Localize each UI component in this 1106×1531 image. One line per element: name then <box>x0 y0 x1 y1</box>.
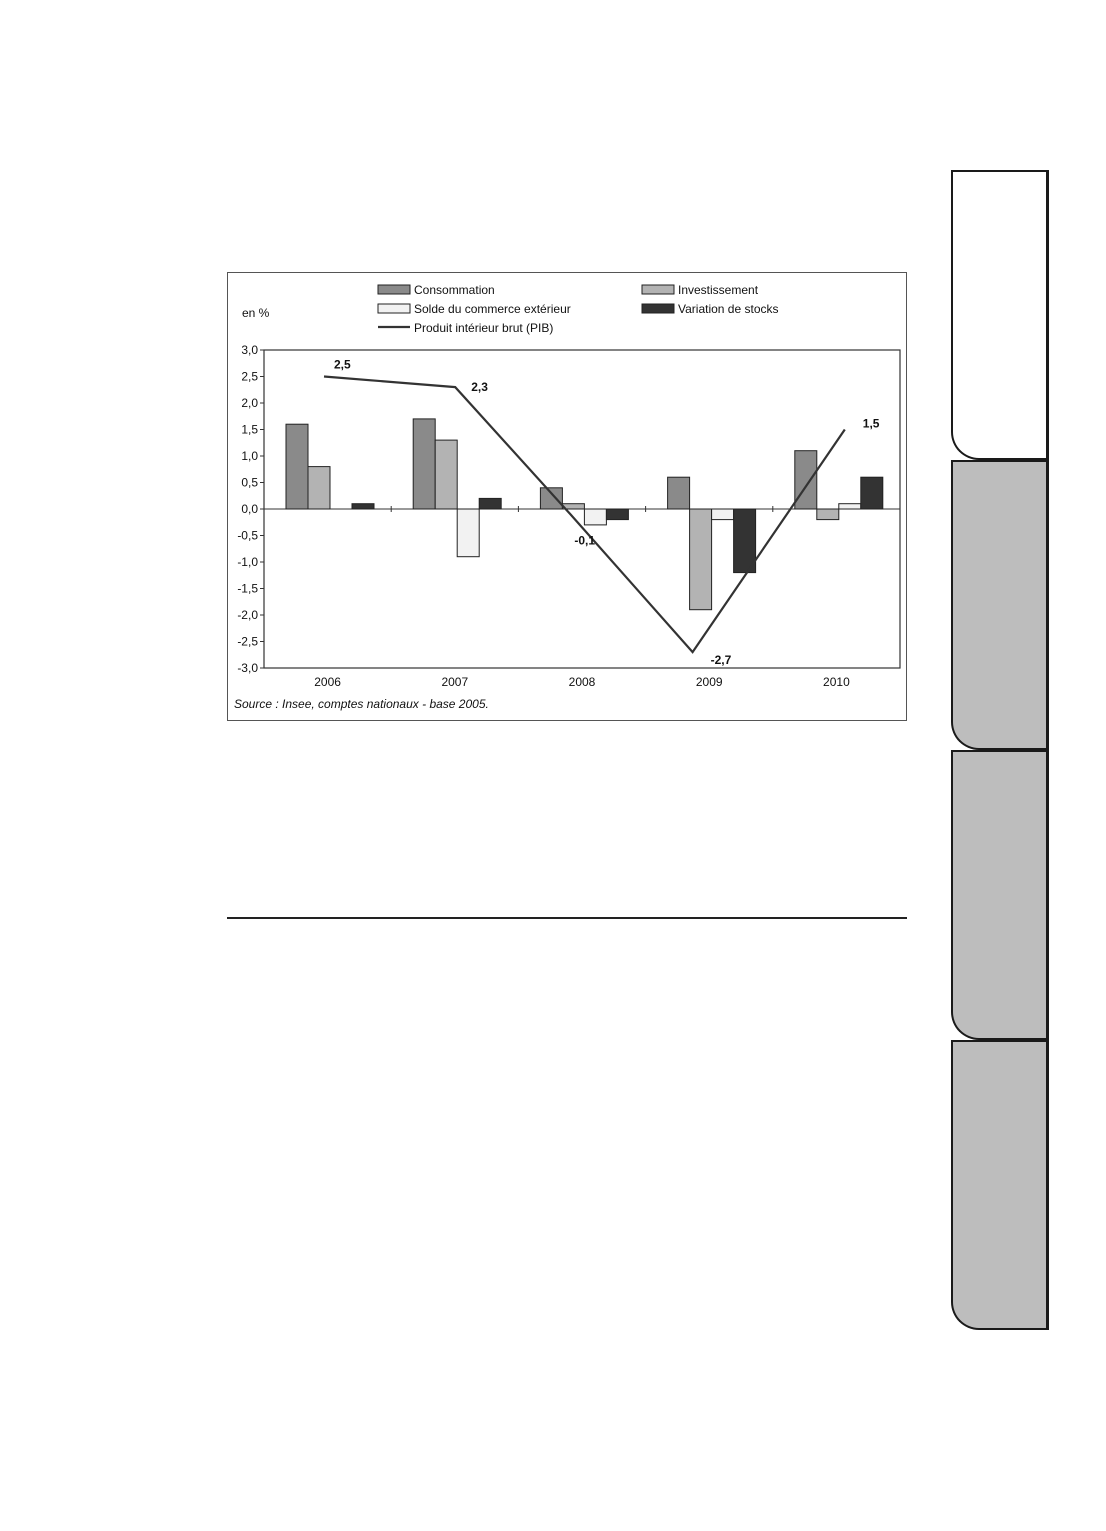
pib-data-label: -0,1 <box>574 533 596 548</box>
bar-investissement-2009 <box>690 509 712 610</box>
legend-label: Consommation <box>414 283 495 297</box>
bar-variation-de-stocks-2007 <box>479 498 501 509</box>
x-tick-label: 2010 <box>823 675 850 689</box>
tab-edge <box>1046 170 1049 1330</box>
bar-consommation-2007 <box>413 419 435 509</box>
section-tab-4[interactable] <box>951 1040 1049 1330</box>
y-tick-label: -2,5 <box>237 634 258 649</box>
bar-investissement-2010 <box>817 509 839 520</box>
legend-swatch <box>642 285 674 294</box>
y-tick-label: 1,5 <box>241 422 258 437</box>
bar-variation-de-stocks-2008 <box>606 509 628 520</box>
legend-label: Produit intérieur brut (PIB) <box>414 321 554 335</box>
legend-label: Investissement <box>678 283 759 297</box>
y-tick-label: -1,5 <box>237 581 258 596</box>
y-tick-label: 0,5 <box>241 475 258 490</box>
bar-consommation-2006 <box>286 424 308 509</box>
legend-swatch <box>642 304 674 313</box>
chart-svg <box>228 273 908 722</box>
y-tick-label: 2,0 <box>241 396 258 410</box>
legend-swatch <box>378 285 410 294</box>
bar-variation-de-stocks-2010 <box>861 477 883 509</box>
legend-swatch <box>378 304 410 313</box>
bar-solde-du-commerce-ext-rieur-2007 <box>457 509 479 557</box>
bar-solde-du-commerce-ext-rieur-2008 <box>584 509 606 525</box>
bar-solde-du-commerce-ext-rieur-2010 <box>839 504 861 509</box>
bar-variation-de-stocks-2006 <box>352 504 374 509</box>
chart-container <box>227 272 907 721</box>
source-note: Source : Insee, comptes nationaux - base 2005. <box>234 697 489 711</box>
legend-label: Variation de stocks <box>678 302 779 316</box>
x-tick-label: 2006 <box>314 675 341 689</box>
bar-investissement-2007 <box>435 440 457 509</box>
y-tick-label: 3,0 <box>241 343 258 357</box>
unit-label: en % <box>242 306 270 320</box>
bar-consommation-2008 <box>540 488 562 509</box>
pib-data-label: 2,3 <box>471 380 488 395</box>
y-tick-label: 0,0 <box>241 502 258 516</box>
section-tab-2[interactable] <box>951 460 1049 750</box>
horizontal-rule <box>227 917 907 919</box>
x-tick-label: 2007 <box>441 675 469 689</box>
y-tick-label: -0,5 <box>237 528 258 543</box>
y-tick-label: -2,0 <box>237 608 258 622</box>
section-tab-1[interactable] <box>951 170 1049 460</box>
section-tab-3[interactable] <box>951 750 1049 1040</box>
bar-investissement-2006 <box>308 467 330 509</box>
bar-solde-du-commerce-ext-rieur-2009 <box>712 509 734 520</box>
y-tick-label: -3,0 <box>237 661 258 675</box>
y-tick-label: 1,0 <box>241 449 258 463</box>
pib-data-label: 1,5 <box>862 416 880 431</box>
x-tick-label: 2008 <box>568 675 596 689</box>
y-tick-label: 2,5 <box>241 369 258 384</box>
bar-consommation-2010 <box>795 451 817 509</box>
y-tick-label: -1,0 <box>237 555 258 569</box>
bar-consommation-2009 <box>668 477 690 509</box>
pib-data-label: 2,5 <box>334 357 351 372</box>
pib-data-label: -2,7 <box>710 653 732 668</box>
x-tick-label: 2009 <box>695 675 723 689</box>
legend-label: Solde du commerce extérieur <box>414 302 571 316</box>
